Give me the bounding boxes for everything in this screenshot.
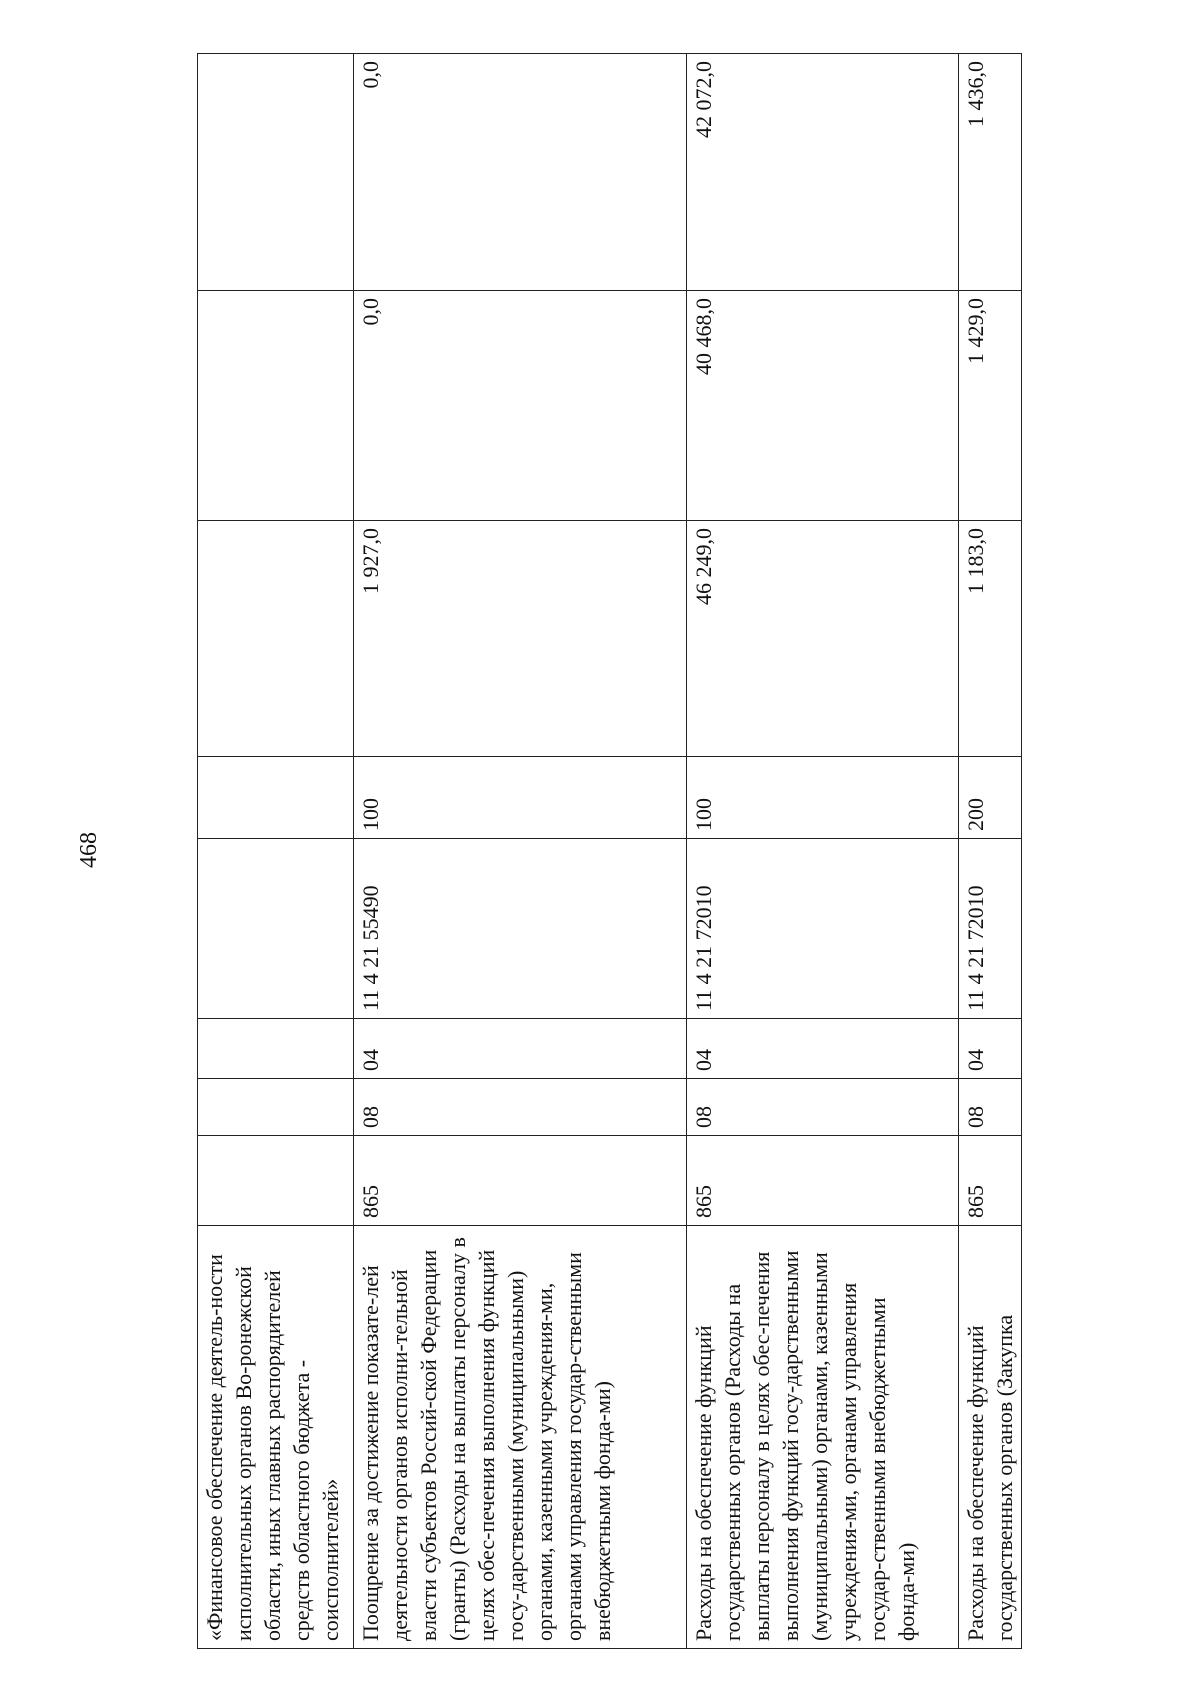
subsection-code: 04 — [354, 1019, 687, 1079]
sum-year-1: 46 249,0 — [687, 521, 959, 757]
budget-table — [197, 53, 1022, 1649]
ministry-code — [198, 1136, 354, 1226]
section-code: 08 — [687, 1079, 959, 1136]
expense-type-code: 100 — [354, 757, 687, 839]
expense-type-code — [198, 757, 354, 839]
ministry-code: 865 — [959, 1136, 1022, 1226]
subsection-code: 04 — [959, 1019, 1022, 1079]
ministry-code: 865 — [687, 1136, 959, 1226]
target-article-code: 11 4 21 72010 — [687, 839, 959, 1019]
target-article-code: 11 4 21 55490 — [354, 839, 687, 1019]
row-description: «Финансовое обеспечение деятель-ности исполнительных органов Во-ронежской области, иных главных распорядителей средств областного бюджета - соисполнителей» — [198, 1226, 354, 1649]
subsection-code: 04 — [687, 1019, 959, 1079]
sum-year-1: 1 927,0 — [354, 521, 687, 757]
sum-year-3 — [198, 54, 354, 291]
sum-year-3: 0,0 — [354, 54, 687, 291]
target-article-code: 11 4 21 72010 — [959, 839, 1022, 1019]
table-row — [687, 54, 959, 1649]
expense-type-code: 100 — [687, 757, 959, 839]
section-code: 08 — [354, 1079, 687, 1136]
ministry-code: 865 — [354, 1136, 687, 1226]
table-row — [198, 54, 354, 1649]
sum-year-2: 1 429,0 — [959, 291, 1022, 521]
row-description: Расходы на обеспечение функций государственных органов (Закупка — [959, 1226, 1022, 1649]
section-code: 08 — [959, 1079, 1022, 1136]
section-code — [198, 1079, 354, 1136]
target-article-code — [198, 839, 354, 1019]
row-description: Поощрение за достижение показате-лей деятельности органов исполни-тельной власти субъектов Россий-ской Федерации (гранты) (Расходы на выплаты персоналу в целях обес-печения выполнения функций госу-дарственными (муниципальными) органами, казенными учреждения-ми, органами управления государ-ственными внебюджетными фонда-ми) — [354, 1226, 687, 1649]
sum-year-1: 1 183,0 — [959, 521, 1022, 757]
sum-year-3: 1 436,0 — [959, 54, 1022, 291]
sum-year-3: 42 072,0 — [687, 54, 959, 291]
sum-year-2: 40 468,0 — [687, 291, 959, 521]
expense-type-code: 200 — [959, 757, 1022, 839]
sum-year-1 — [198, 521, 354, 757]
table-row — [354, 54, 687, 1649]
row-description: Расходы на обеспечение функций государственных органов (Расходы на выплаты персоналу в целях обес-печения выполнения функций госу-дарственными (муниципальными) органами, казенными учреждения-ми, органами управления государ-ственными внебюджетными фонда-ми) — [687, 1226, 959, 1649]
subsection-code — [198, 1019, 354, 1079]
sum-year-2 — [198, 291, 354, 521]
sum-year-2: 0,0 — [354, 291, 687, 521]
table-row — [959, 54, 1022, 1649]
page-number: 468 — [76, 832, 102, 868]
